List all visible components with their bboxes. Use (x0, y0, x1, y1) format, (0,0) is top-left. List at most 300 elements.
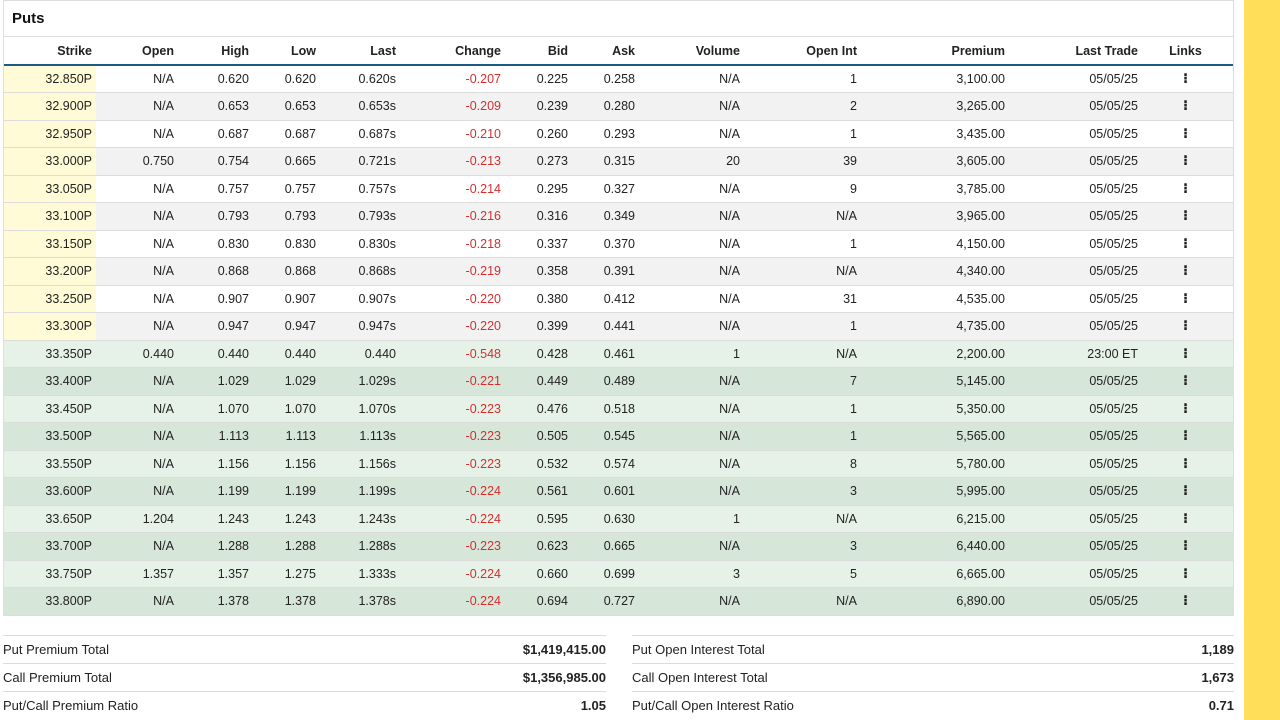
cell-open-int: 1 (744, 65, 861, 93)
cell-premium: 3,100.00 (861, 65, 1009, 93)
cell-links (1142, 230, 1233, 258)
cell-premium: 5,145.00 (861, 368, 1009, 396)
cell-last-trade: 05/05/25 (1009, 148, 1142, 176)
cell-high: 0.620 (178, 65, 253, 93)
more-vertical-icon[interactable]: ⁝ (1182, 70, 1189, 86)
table-row (4, 65, 1233, 93)
cell-change: -0.224 (400, 588, 505, 616)
cell-strike[interactable]: 33.000P (4, 148, 96, 176)
cell-last: 0.653s (320, 93, 400, 121)
cell-last-trade: 05/05/25 (1009, 230, 1142, 258)
cell-strike[interactable]: 32.900P (4, 93, 96, 121)
table-row (4, 478, 1233, 506)
cell-links (1142, 203, 1233, 231)
cell-volume: N/A (639, 230, 744, 258)
cell-volume: N/A (639, 120, 744, 148)
cell-premium: 5,350.00 (861, 395, 1009, 423)
cell-premium: 5,565.00 (861, 423, 1009, 451)
col-open-int[interactable]: Open Int (744, 37, 861, 65)
cell-bid: 0.595 (505, 505, 572, 533)
cell-premium: 5,995.00 (861, 478, 1009, 506)
cell-links (1142, 478, 1233, 506)
cell-open-int: N/A (744, 588, 861, 616)
cell-open: N/A (96, 203, 178, 231)
col-last[interactable]: Last (320, 37, 400, 65)
cell-premium: 6,665.00 (861, 560, 1009, 588)
more-vertical-icon[interactable]: ⁝ (1182, 372, 1189, 389)
col-high[interactable]: High (178, 37, 253, 65)
cell-bid: 0.316 (505, 203, 572, 231)
cell-volume: N/A (639, 65, 744, 93)
cell-links (1142, 340, 1233, 368)
cell-high: 0.907 (178, 285, 253, 313)
cell-open-int: 1 (744, 395, 861, 423)
cell-bid: 0.561 (505, 478, 572, 506)
cell-volume: N/A (639, 533, 744, 561)
cell-bid: 0.380 (505, 285, 572, 313)
cell-premium: 3,265.00 (861, 93, 1009, 121)
cell-open: N/A (96, 533, 178, 561)
cell-premium: 6,440.00 (861, 533, 1009, 561)
cell-low: 0.757 (253, 175, 320, 203)
total-label: Put/Call Premium Ratio (3, 698, 139, 713)
cell-low: 0.440 (253, 340, 320, 368)
table-row (4, 340, 1233, 368)
cell-last-trade: 05/05/25 (1009, 258, 1142, 286)
cell-strike[interactable]: 32.850P (4, 65, 96, 93)
cell-last: 1.113s (320, 423, 400, 451)
cell-open: N/A (96, 285, 178, 313)
cell-ask: 0.293 (572, 120, 639, 148)
cell-low: 0.620 (253, 65, 320, 93)
cell-change: -0.220 (400, 285, 505, 313)
more-vertical-icon[interactable]: ⁝ (1182, 564, 1189, 581)
cell-open-int: 2 (744, 93, 861, 121)
cell-ask: 0.545 (572, 423, 639, 451)
cell-premium: 3,785.00 (861, 175, 1009, 203)
cell-links (1142, 588, 1233, 616)
cell-last-trade: 05/05/25 (1009, 368, 1142, 396)
cell-ask: 0.699 (572, 560, 639, 588)
total-label: Put Premium Total (3, 642, 109, 657)
cell-high: 1.070 (178, 395, 253, 423)
table-row (4, 423, 1233, 451)
cell-high: 0.653 (178, 93, 253, 121)
cell-bid: 0.358 (505, 258, 572, 286)
more-vertical-icon[interactable]: ⁝ (1182, 97, 1189, 114)
total-row (632, 635, 1234, 663)
cell-bid: 0.273 (505, 148, 572, 176)
cell-ask: 0.489 (572, 368, 639, 396)
cell-high: 0.757 (178, 175, 253, 203)
table-row (4, 230, 1233, 258)
total-row (3, 663, 606, 691)
cell-last: 1.070s (320, 395, 400, 423)
more-vertical-icon[interactable]: ⁝ (1182, 262, 1189, 279)
table-header (4, 37, 1233, 65)
table-row (4, 533, 1233, 561)
cell-last-trade: 05/05/25 (1009, 423, 1142, 451)
cell-ask: 0.665 (572, 533, 639, 561)
cell-change: -0.224 (400, 478, 505, 506)
cell-last-trade: 05/05/25 (1009, 588, 1142, 616)
cell-low: 0.687 (253, 120, 320, 148)
more-vertical-icon[interactable]: ⁝ (1182, 152, 1189, 169)
cell-premium: 2,200.00 (861, 340, 1009, 368)
cell-last: 1.243s (320, 505, 400, 533)
col-premium[interactable]: Premium (861, 37, 1009, 65)
cell-volume: 1 (639, 505, 744, 533)
more-vertical-icon[interactable]: ⁝ (1182, 509, 1189, 526)
cell-high: 1.156 (178, 450, 253, 478)
cell-change: -0.219 (400, 258, 505, 286)
cell-strike[interactable]: 33.500P (4, 423, 96, 451)
cell-open: 1.357 (96, 560, 178, 588)
total-row (3, 691, 606, 719)
cell-low: 1.156 (253, 450, 320, 478)
cell-open: N/A (96, 450, 178, 478)
cell-links (1142, 120, 1233, 148)
cell-open: 1.204 (96, 505, 178, 533)
cell-low: 0.665 (253, 148, 320, 176)
cell-high: 1.357 (178, 560, 253, 588)
side-accent-bar (1244, 0, 1280, 720)
cell-open: N/A (96, 423, 178, 451)
cell-open: N/A (96, 478, 178, 506)
cell-last: 0.947s (320, 313, 400, 341)
cell-links (1142, 395, 1233, 423)
cell-last: 1.378s (320, 588, 400, 616)
panel-title: Puts (4, 1, 1233, 37)
cell-open-int: 7 (744, 368, 861, 396)
cell-last: 0.793s (320, 203, 400, 231)
cell-ask: 0.315 (572, 148, 639, 176)
table-row (4, 313, 1233, 341)
table-row (4, 285, 1233, 313)
cell-open-int: 3 (744, 478, 861, 506)
cell-open-int: N/A (744, 258, 861, 286)
total-label: Call Open Interest Total (632, 670, 768, 685)
cell-change: -0.223 (400, 533, 505, 561)
cell-low: 1.199 (253, 478, 320, 506)
cell-bid: 0.225 (505, 65, 572, 93)
cell-open: N/A (96, 395, 178, 423)
cell-ask: 0.327 (572, 175, 639, 203)
cell-ask: 0.601 (572, 478, 639, 506)
total-value: 0.71 (1208, 698, 1234, 713)
cell-ask: 0.391 (572, 258, 639, 286)
cell-high: 0.754 (178, 148, 253, 176)
cell-strike[interactable]: 33.050P (4, 175, 96, 203)
cell-premium: 4,535.00 (861, 285, 1009, 313)
cell-strike[interactable]: 33.100P (4, 203, 96, 231)
more-vertical-icon[interactable]: ⁝ (1182, 207, 1189, 224)
cell-strike[interactable]: 33.750P (4, 560, 96, 588)
total-value: $1,419,415.00 (522, 642, 606, 657)
cell-high: 0.687 (178, 120, 253, 148)
cell-low: 0.868 (253, 258, 320, 286)
cell-volume: 3 (639, 560, 744, 588)
cell-bid: 0.694 (505, 588, 572, 616)
cell-links (1142, 423, 1233, 451)
cell-links (1142, 285, 1233, 313)
puts-table (4, 37, 1233, 616)
cell-last-trade: 05/05/25 (1009, 65, 1142, 93)
cell-links (1142, 313, 1233, 341)
cell-last-trade: 05/05/25 (1009, 450, 1142, 478)
cell-links (1142, 175, 1233, 203)
more-vertical-icon[interactable]: ⁝ (1182, 454, 1189, 471)
cell-low: 1.029 (253, 368, 320, 396)
cell-volume: N/A (639, 313, 744, 341)
cell-volume: N/A (639, 450, 744, 478)
table-row (4, 560, 1233, 588)
cell-open-int: 39 (744, 148, 861, 176)
cell-volume: N/A (639, 175, 744, 203)
cell-bid: 0.505 (505, 423, 572, 451)
cell-strike[interactable]: 33.200P (4, 258, 96, 286)
cell-open: N/A (96, 65, 178, 93)
cell-volume: N/A (639, 258, 744, 286)
cell-strike[interactable]: 33.300P (4, 313, 96, 341)
cell-low: 0.947 (253, 313, 320, 341)
more-vertical-icon[interactable]: ⁝ (1182, 399, 1189, 416)
cell-strike[interactable]: 33.350P (4, 340, 96, 368)
cell-change: -0.213 (400, 148, 505, 176)
col-strike[interactable]: Strike (4, 37, 96, 65)
cell-ask: 0.412 (572, 285, 639, 313)
cell-last-trade: 05/05/25 (1009, 533, 1142, 561)
cell-bid: 0.399 (505, 313, 572, 341)
cell-change: -0.223 (400, 450, 505, 478)
cell-strike[interactable]: 33.800P (4, 588, 96, 616)
cell-premium: 3,435.00 (861, 120, 1009, 148)
cell-high: 1.113 (178, 423, 253, 451)
cell-links (1142, 93, 1233, 121)
cell-volume: 20 (639, 148, 744, 176)
col-low[interactable]: Low (253, 37, 320, 65)
cell-bid: 0.660 (505, 560, 572, 588)
cell-last-trade: 05/05/25 (1009, 120, 1142, 148)
cell-volume: N/A (639, 395, 744, 423)
cell-open-int: 31 (744, 285, 861, 313)
cell-high: 1.243 (178, 505, 253, 533)
total-value: 1.05 (580, 698, 606, 713)
more-vertical-icon[interactable]: ⁝ (1182, 592, 1189, 609)
cell-last: 1.199s (320, 478, 400, 506)
cell-low: 1.243 (253, 505, 320, 533)
cell-high: 0.440 (178, 340, 253, 368)
cell-strike[interactable]: 33.150P (4, 230, 96, 258)
table-row (4, 450, 1233, 478)
more-vertical-icon[interactable]: ⁝ (1182, 344, 1189, 361)
cell-change: -0.210 (400, 120, 505, 148)
cell-open-int: 8 (744, 450, 861, 478)
col-links: Links (1142, 37, 1233, 65)
cell-change: -0.214 (400, 175, 505, 203)
cell-last: 1.288s (320, 533, 400, 561)
cell-volume: N/A (639, 285, 744, 313)
cell-volume: N/A (639, 368, 744, 396)
cell-low: 1.275 (253, 560, 320, 588)
table-row (4, 505, 1233, 533)
cell-premium: 4,150.00 (861, 230, 1009, 258)
cell-high: 1.288 (178, 533, 253, 561)
cell-last-trade: 05/05/25 (1009, 175, 1142, 203)
col-change[interactable]: Change (400, 37, 505, 65)
cell-low: 0.653 (253, 93, 320, 121)
cell-low: 0.907 (253, 285, 320, 313)
total-label: Call Premium Total (3, 670, 112, 685)
total-value: 1,189 (1201, 642, 1234, 657)
cell-premium: 4,735.00 (861, 313, 1009, 341)
cell-high: 1.199 (178, 478, 253, 506)
cell-premium: 3,965.00 (861, 203, 1009, 231)
col-ask[interactable]: Ask (572, 37, 639, 65)
table-row (4, 175, 1233, 203)
cell-open-int: 1 (744, 313, 861, 341)
cell-volume: N/A (639, 588, 744, 616)
cell-open: N/A (96, 230, 178, 258)
cell-change: -0.224 (400, 560, 505, 588)
cell-open: N/A (96, 175, 178, 203)
cell-strike[interactable]: 33.550P (4, 450, 96, 478)
cell-open: N/A (96, 120, 178, 148)
cell-volume: 1 (639, 340, 744, 368)
more-vertical-icon[interactable]: ⁝ (1182, 482, 1189, 499)
cell-open-int: 9 (744, 175, 861, 203)
col-bid[interactable]: Bid (505, 37, 572, 65)
cell-open-int: 1 (744, 120, 861, 148)
cell-links (1142, 450, 1233, 478)
more-vertical-icon[interactable]: ⁝ (1182, 427, 1189, 444)
cell-change: -0.220 (400, 313, 505, 341)
cell-last: 0.440 (320, 340, 400, 368)
cell-premium: 3,605.00 (861, 148, 1009, 176)
cell-last: 0.830s (320, 230, 400, 258)
cell-bid: 0.260 (505, 120, 572, 148)
cell-links (1142, 560, 1233, 588)
cell-last: 0.687s (320, 120, 400, 148)
cell-high: 1.029 (178, 368, 253, 396)
table-row (4, 93, 1233, 121)
cell-last: 0.868s (320, 258, 400, 286)
col-open[interactable]: Open (96, 37, 178, 65)
cell-open: N/A (96, 313, 178, 341)
cell-bid: 0.623 (505, 533, 572, 561)
cell-low: 1.113 (253, 423, 320, 451)
cell-open: N/A (96, 93, 178, 121)
cell-volume: N/A (639, 93, 744, 121)
puts-panel (3, 0, 1234, 616)
more-vertical-icon[interactable]: ⁝ (1182, 179, 1189, 196)
cell-last-trade: 05/05/25 (1009, 285, 1142, 313)
cell-strike[interactable]: 33.600P (4, 478, 96, 506)
cell-open-int: 1 (744, 230, 861, 258)
table-row (4, 395, 1233, 423)
cell-ask: 0.574 (572, 450, 639, 478)
cell-change: -0.218 (400, 230, 505, 258)
cell-high: 0.830 (178, 230, 253, 258)
cell-last-trade: 05/05/25 (1009, 313, 1142, 341)
cell-last-trade: 05/05/25 (1009, 395, 1142, 423)
cell-strike[interactable]: 33.400P (4, 368, 96, 396)
table-row (4, 120, 1233, 148)
cell-change: -0.223 (400, 395, 505, 423)
cell-last-trade: 23:00 ET (1009, 340, 1142, 368)
cell-ask: 0.727 (572, 588, 639, 616)
cell-strike[interactable]: 33.250P (4, 285, 96, 313)
cell-strike[interactable]: 32.950P (4, 120, 96, 148)
cell-change: -0.216 (400, 203, 505, 231)
more-vertical-icon[interactable]: ⁝ (1182, 289, 1189, 306)
more-vertical-icon[interactable]: ⁝ (1182, 537, 1189, 554)
cell-high: 1.378 (178, 588, 253, 616)
cell-ask: 0.461 (572, 340, 639, 368)
cell-ask: 0.630 (572, 505, 639, 533)
cell-premium: 6,890.00 (861, 588, 1009, 616)
cell-bid: 0.532 (505, 450, 572, 478)
cell-bid: 0.449 (505, 368, 572, 396)
cell-ask: 0.280 (572, 93, 639, 121)
cell-links (1142, 505, 1233, 533)
total-label: Put Open Interest Total (632, 642, 765, 657)
cell-strike[interactable]: 33.650P (4, 505, 96, 533)
col-last-trade[interactable]: Last Trade (1009, 37, 1142, 65)
cell-premium: 5,780.00 (861, 450, 1009, 478)
cell-last-trade: 05/05/25 (1009, 478, 1142, 506)
more-vertical-icon[interactable]: ⁝ (1182, 317, 1189, 334)
cell-strike[interactable]: 33.700P (4, 533, 96, 561)
cell-high: 0.947 (178, 313, 253, 341)
cell-links (1142, 148, 1233, 176)
cell-low: 0.830 (253, 230, 320, 258)
cell-open: 0.440 (96, 340, 178, 368)
total-row (632, 663, 1234, 691)
cell-bid: 0.337 (505, 230, 572, 258)
open-interest-totals (632, 635, 1234, 719)
table-row (4, 148, 1233, 176)
cell-open-int: 1 (744, 423, 861, 451)
cell-strike[interactable]: 33.450P (4, 395, 96, 423)
cell-open: N/A (96, 588, 178, 616)
cell-last: 0.757s (320, 175, 400, 203)
cell-links (1142, 65, 1233, 93)
table-row (4, 258, 1233, 286)
cell-ask: 0.370 (572, 230, 639, 258)
cell-links (1142, 368, 1233, 396)
more-vertical-icon[interactable]: ⁝ (1182, 234, 1189, 251)
cell-last: 1.333s (320, 560, 400, 588)
options-chain (3, 0, 1234, 616)
table-row (4, 368, 1233, 396)
col-volume[interactable]: Volume (639, 37, 744, 65)
table-row (4, 203, 1233, 231)
cell-open: 0.750 (96, 148, 178, 176)
cell-last-trade: 05/05/25 (1009, 93, 1142, 121)
cell-bid: 0.428 (505, 340, 572, 368)
cell-volume: N/A (639, 478, 744, 506)
cell-low: 1.288 (253, 533, 320, 561)
cell-premium: 6,215.00 (861, 505, 1009, 533)
cell-volume: N/A (639, 423, 744, 451)
table-row (4, 588, 1233, 616)
cell-change: -0.548 (400, 340, 505, 368)
cell-open-int: N/A (744, 340, 861, 368)
cell-open-int: 3 (744, 533, 861, 561)
cell-links (1142, 258, 1233, 286)
more-vertical-icon[interactable]: ⁝ (1182, 124, 1189, 141)
